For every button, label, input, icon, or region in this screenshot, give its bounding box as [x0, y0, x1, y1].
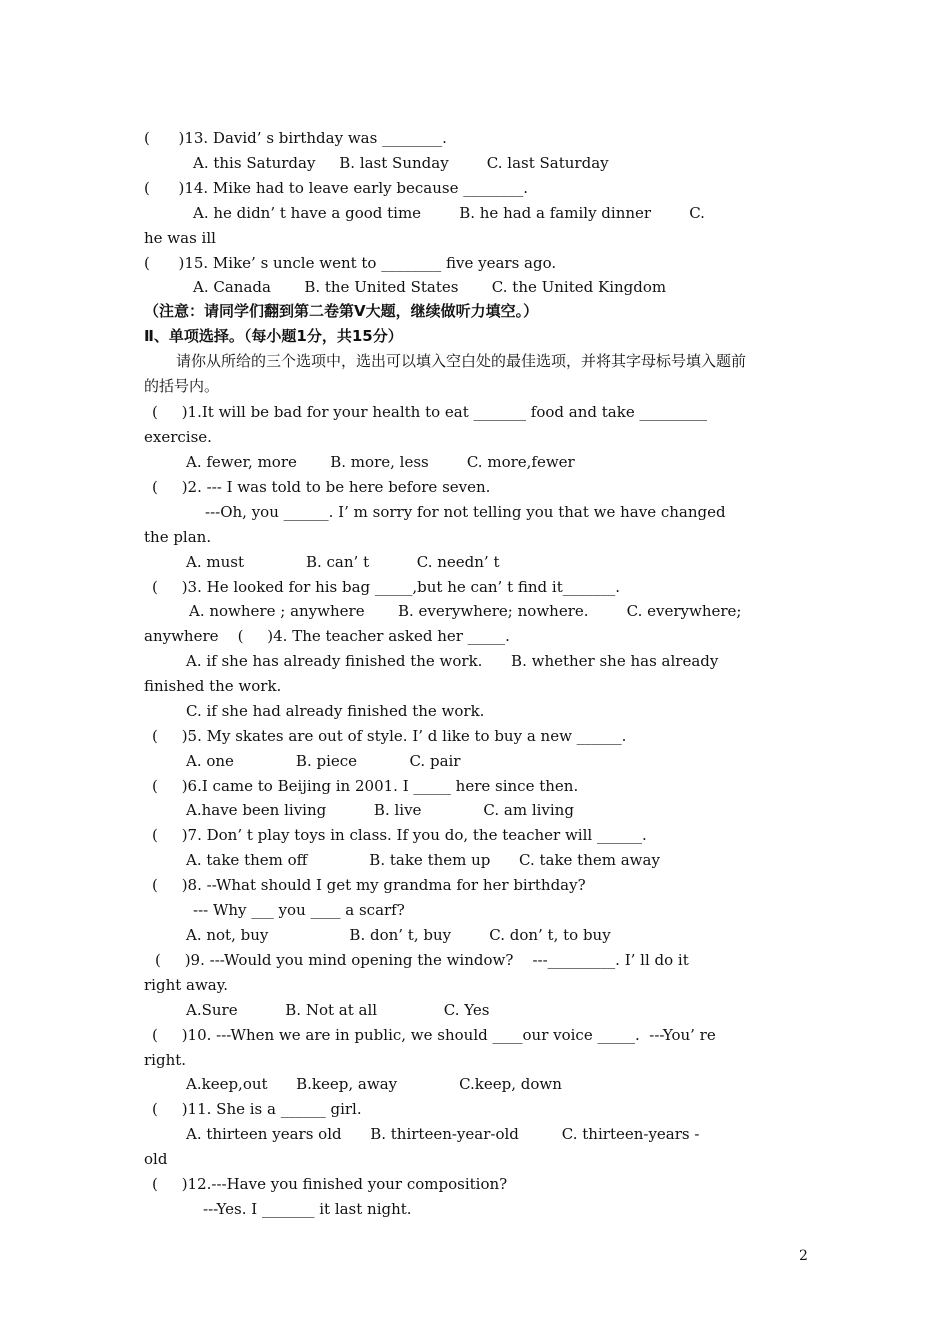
listening-note: （注意：请同学们翻到第二卷第Ⅴ大题，继续做听力填空。）	[144, 302, 539, 320]
question-2-cont: ---Oh, you ______. I’ m sorry for not telling you that we have changed	[205, 503, 726, 521]
question-5-options: A. one B. piece C. pair	[186, 752, 461, 770]
question-11: ( )11. She is a ______ girl.	[152, 1100, 362, 1118]
question-3: ( )3. He looked for his bag _____,but he can’ t find it_______.	[152, 578, 621, 596]
question-10: ( )10. ---When we are in public, we should ____our voice _____. ---You’ re	[152, 1026, 716, 1044]
question-1: ( )1.It will be bad for your health to eat _______ food and take _________	[152, 403, 707, 421]
question-8-cont: --- Why ___ you ____ a scarf?	[193, 901, 405, 919]
question-6-options: A.have been living B. live C. am living	[186, 801, 574, 819]
question-11-options: A. thirteen years old B. thirteen-year-old C. thirteen-years -	[186, 1125, 700, 1143]
question-10-options: A.keep,out B.keep, away C.keep, down	[186, 1075, 562, 1093]
question-13-options: A. this Saturday B. last Sunday C. last Saturday	[193, 154, 609, 172]
question-13: ( )13. David’ s birthday was ________.	[144, 129, 447, 147]
question-9-options: A.Sure B. Not at all C. Yes	[186, 1001, 490, 1019]
question-9-cont: right away.	[144, 976, 229, 994]
question-3-options: A. nowhere ; anywhere B. everywhere; nowhere. C. everywhere;	[189, 602, 742, 620]
question-15-options: A. Canada B. the United States C. the United Kingdom	[193, 278, 667, 296]
question-4-options: A. if she has already finished the work. B. whether she has already	[186, 652, 719, 670]
question-14: ( )14. Mike had to leave early because ________.	[144, 179, 528, 197]
question-8-options: A. not, buy B. don’ t, buy C. don’ t, to buy	[186, 926, 611, 944]
instruction-line-1: 请你从所给的三个选项中，选出可以填入空白处的最佳选项，并将其字母标号填入题前	[176, 352, 747, 370]
instruction-line-2: 的括号内。	[144, 377, 220, 395]
question-1-cont: exercise.	[144, 428, 212, 446]
question-2-options: A. must B. can’ t C. needn’ t	[186, 553, 500, 571]
question-9: ( )9. ---Would you mind opening the window? ---_________. I’ ll do it	[155, 951, 689, 969]
question-7: ( )7. Don’ t play toys in class. If you do, the teacher will ______.	[152, 826, 647, 844]
question-8: ( )8. --What should I get my grandma for her birthday?	[152, 876, 586, 894]
question-2: ( )2. --- I was told to be here before seven.	[152, 478, 491, 496]
question-10-cont: right.	[144, 1051, 187, 1069]
section-heading: Ⅱ、单项选择。（每小题1分，共15分）	[144, 327, 403, 345]
question-7-options: A. take them off B. take them up C. take them away	[186, 851, 660, 869]
question-2-cont2: the plan.	[144, 528, 212, 546]
question-15: ( )15. Mike’ s uncle went to ________ five years ago.	[144, 254, 557, 272]
question-3-cont-and-question-4: anywhere ( )4. The teacher asked her _____.	[144, 627, 510, 645]
question-6: ( )6.I came to Beijing in 2001. I _____ here since then.	[152, 777, 579, 795]
question-12-cont: ---Yes. I _______ it last night.	[203, 1200, 412, 1218]
page-number: 2	[799, 1248, 808, 1264]
question-4-option-c: C. if she had already finished the work.	[186, 702, 485, 720]
question-1-options: A. fewer, more B. more, less C. more,fewer	[186, 453, 575, 471]
question-14-options: A. he didn’ t have a good time B. he had a family dinner C.	[193, 204, 705, 222]
question-4-options-cont: finished the work.	[144, 677, 282, 695]
question-14-options-cont: he was ill	[144, 229, 216, 247]
question-5: ( )5. My skates are out of style. I’ d like to buy a new ______.	[152, 727, 627, 745]
question-11-options-cont: old	[144, 1150, 168, 1168]
question-12: ( )12.---Have you finished your composition?	[152, 1175, 508, 1193]
